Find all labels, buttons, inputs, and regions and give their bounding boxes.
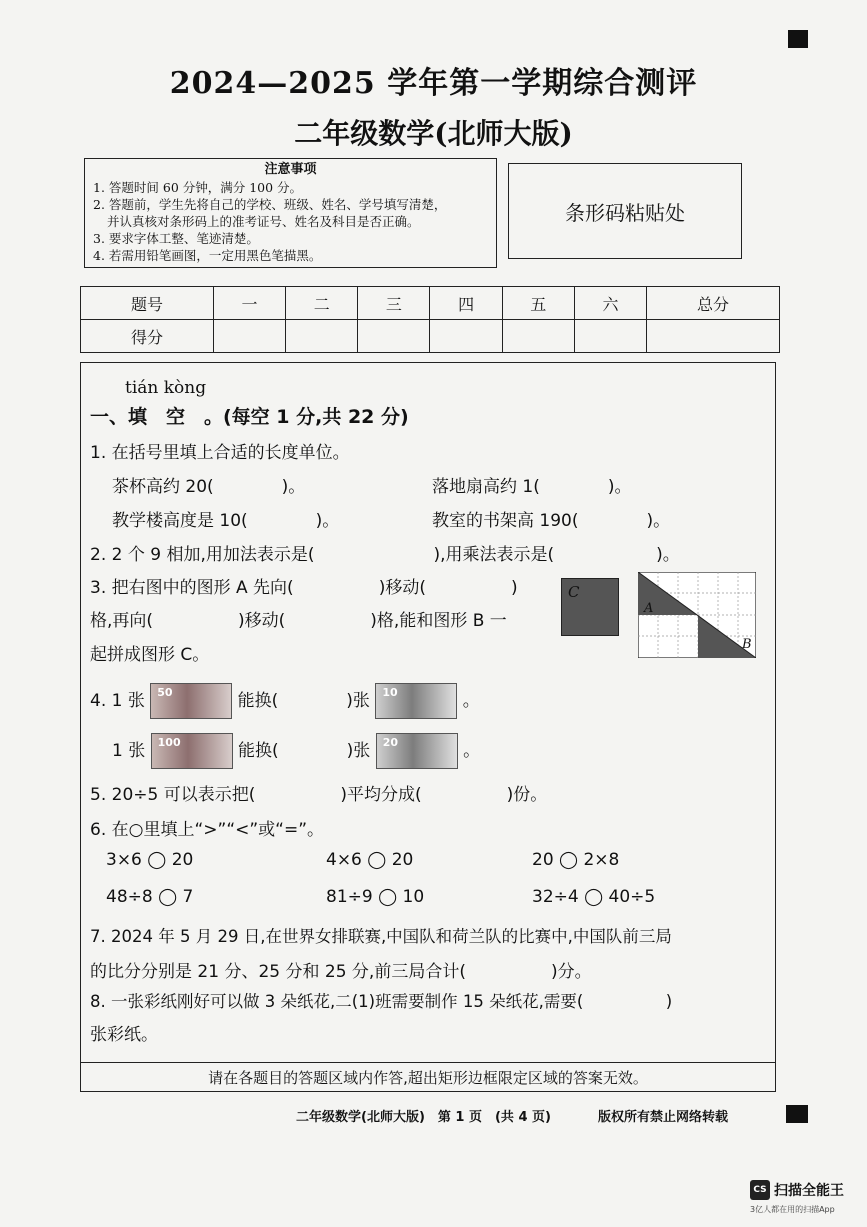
scanner-watermark: [750, 1178, 866, 1222]
exam-subtitle: 二年级数学(北师大版): [294, 117, 573, 150]
banknote-50-icon: 50: [150, 683, 232, 719]
figure-c: [561, 578, 619, 636]
corner-mark-bottom-right: [786, 1105, 808, 1123]
figure-a-label: A: [644, 601, 654, 616]
score-cell: 六: [574, 287, 646, 320]
watermark-subtext: 3亿人都在用的扫描App: [750, 1205, 835, 1214]
question-1d[interactable]: 教室的书架高 190( )。: [432, 511, 671, 531]
score-input[interactable]: [286, 320, 358, 353]
section-pinyin: tián kòng: [125, 378, 207, 398]
score-label: 得分: [81, 320, 214, 353]
question-5[interactable]: 5. 20÷5 可以表示把( )平均分成( )份。: [90, 785, 548, 805]
question-7a: 7. 2024 年 5 月 29 日,在世界女排联赛,中国队和荷兰队的比赛中,中国队前三局: [90, 927, 672, 946]
score-input[interactable]: [647, 320, 780, 353]
score-cell: 四: [430, 287, 502, 320]
compare-item[interactable]: 3×6 ◯ 20: [106, 850, 194, 870]
notice-item: 4. 若需用铅笔画图，一定用黑色笔描黑。: [93, 248, 322, 263]
compare-item[interactable]: 32÷4 ◯ 40÷5: [532, 887, 656, 907]
notice-item: 并认真核对条形码上的准考证号、姓名及科目是否正确。: [107, 214, 420, 229]
question-3b[interactable]: 格,再向( )移动( )格,能和图形 B 一: [90, 611, 507, 631]
banknote-10-icon: 10: [375, 683, 457, 719]
notice-box: [84, 158, 497, 268]
question-4b: [112, 733, 480, 769]
copyright-notice: 版权所有禁止网络转载: [598, 1110, 729, 1125]
figure-c-label: C: [568, 583, 580, 601]
question-1b[interactable]: 落地扇高约 1( )。: [432, 477, 632, 497]
q4a-prefix: 4. 1 张: [90, 691, 145, 711]
banknote-20-icon: 20: [376, 733, 458, 769]
score-header-row: [81, 287, 780, 320]
notice-item: 3. 要求字体工整、笔迹清楚。: [93, 231, 259, 246]
score-input[interactable]: [213, 320, 285, 353]
figure-b-label: B: [742, 637, 752, 652]
question-3a[interactable]: 3. 把右图中的图形 A 先向( )移动( ): [90, 578, 518, 598]
q4b-suffix: 。: [463, 741, 481, 761]
score-table: [80, 286, 780, 353]
corner-mark-top-right: [788, 30, 808, 48]
notice-heading: 注意事项: [264, 162, 317, 177]
question-4a: [90, 683, 480, 719]
cs-logo-icon: CS: [750, 1180, 770, 1200]
score-input[interactable]: [574, 320, 646, 353]
q4a-middle[interactable]: 能换( )张: [237, 691, 370, 711]
q4b-prefix: 1 张: [112, 741, 146, 761]
banknote-100-icon: 100: [151, 733, 233, 769]
question-8b: 张彩纸。: [90, 1025, 158, 1045]
answer-area-notice: 请在各题目的答题区域内作答,超出矩形边框限定区域的答案无效。: [80, 1062, 776, 1093]
barcode-area: [508, 163, 742, 259]
question-1: 1. 在括号里填上合适的长度单位。: [90, 443, 350, 463]
score-cell: 二: [286, 287, 358, 320]
compare-item[interactable]: 48÷8 ◯ 7: [106, 887, 194, 907]
compare-item[interactable]: 81÷9 ◯ 10: [326, 887, 425, 907]
score-cell: 一: [213, 287, 285, 320]
watermark-brand: 扫描全能王: [774, 1183, 844, 1199]
notice-item: 2. 答题前，学生先将自己的学校、班级、姓名、学号填写清楚，: [93, 197, 447, 212]
score-input[interactable]: [502, 320, 574, 353]
section-heading: 一、填 空 。(每空 1 分,共 22 分): [90, 406, 409, 428]
score-cell: 五: [502, 287, 574, 320]
question-2[interactable]: 2. 2 个 9 相加,用加法表示是( ),用乘法表示是( )。: [90, 545, 680, 565]
question-8a[interactable]: 8. 一张彩纸刚好可以做 3 朵纸花,二(1)班需要制作 15 朵纸花,需要( ): [90, 992, 673, 1011]
page-number: 二年级数学(北师大版) 第 1 页 (共 4 页): [296, 1110, 551, 1125]
score-input[interactable]: [430, 320, 502, 353]
question-1a[interactable]: 茶杯高约 20( )。: [112, 477, 306, 497]
grid-figure: [638, 572, 756, 658]
score-cell: 题号: [81, 287, 214, 320]
question-3c: 起拼成图形 C。: [90, 645, 210, 665]
question-1c[interactable]: 教学楼高度是 10( )。: [112, 511, 340, 531]
barcode-label: 条形码粘贴处: [565, 200, 685, 225]
compare-item[interactable]: 4×6 ◯ 20: [326, 850, 414, 870]
score-row: [81, 320, 780, 353]
question-7b[interactable]: 的比分分别是 21 分、25 分和 25 分,前三局合计( )分。: [90, 962, 592, 982]
compare-item[interactable]: 20 ◯ 2×8: [532, 850, 620, 870]
exam-title: 2024—2025 学年第一学期综合测评: [169, 66, 698, 101]
score-cell: 三: [358, 287, 430, 320]
q4a-suffix: 。: [462, 691, 480, 711]
q4b-middle[interactable]: 能换( )张: [238, 741, 371, 761]
score-cell: 总分: [647, 287, 780, 320]
notice-item: 1. 答题时间 60 分钟，满分 100 分。: [93, 180, 303, 195]
question-6: 6. 在○里填上“>”“<”或“=”。: [90, 820, 325, 840]
score-input[interactable]: [358, 320, 430, 353]
